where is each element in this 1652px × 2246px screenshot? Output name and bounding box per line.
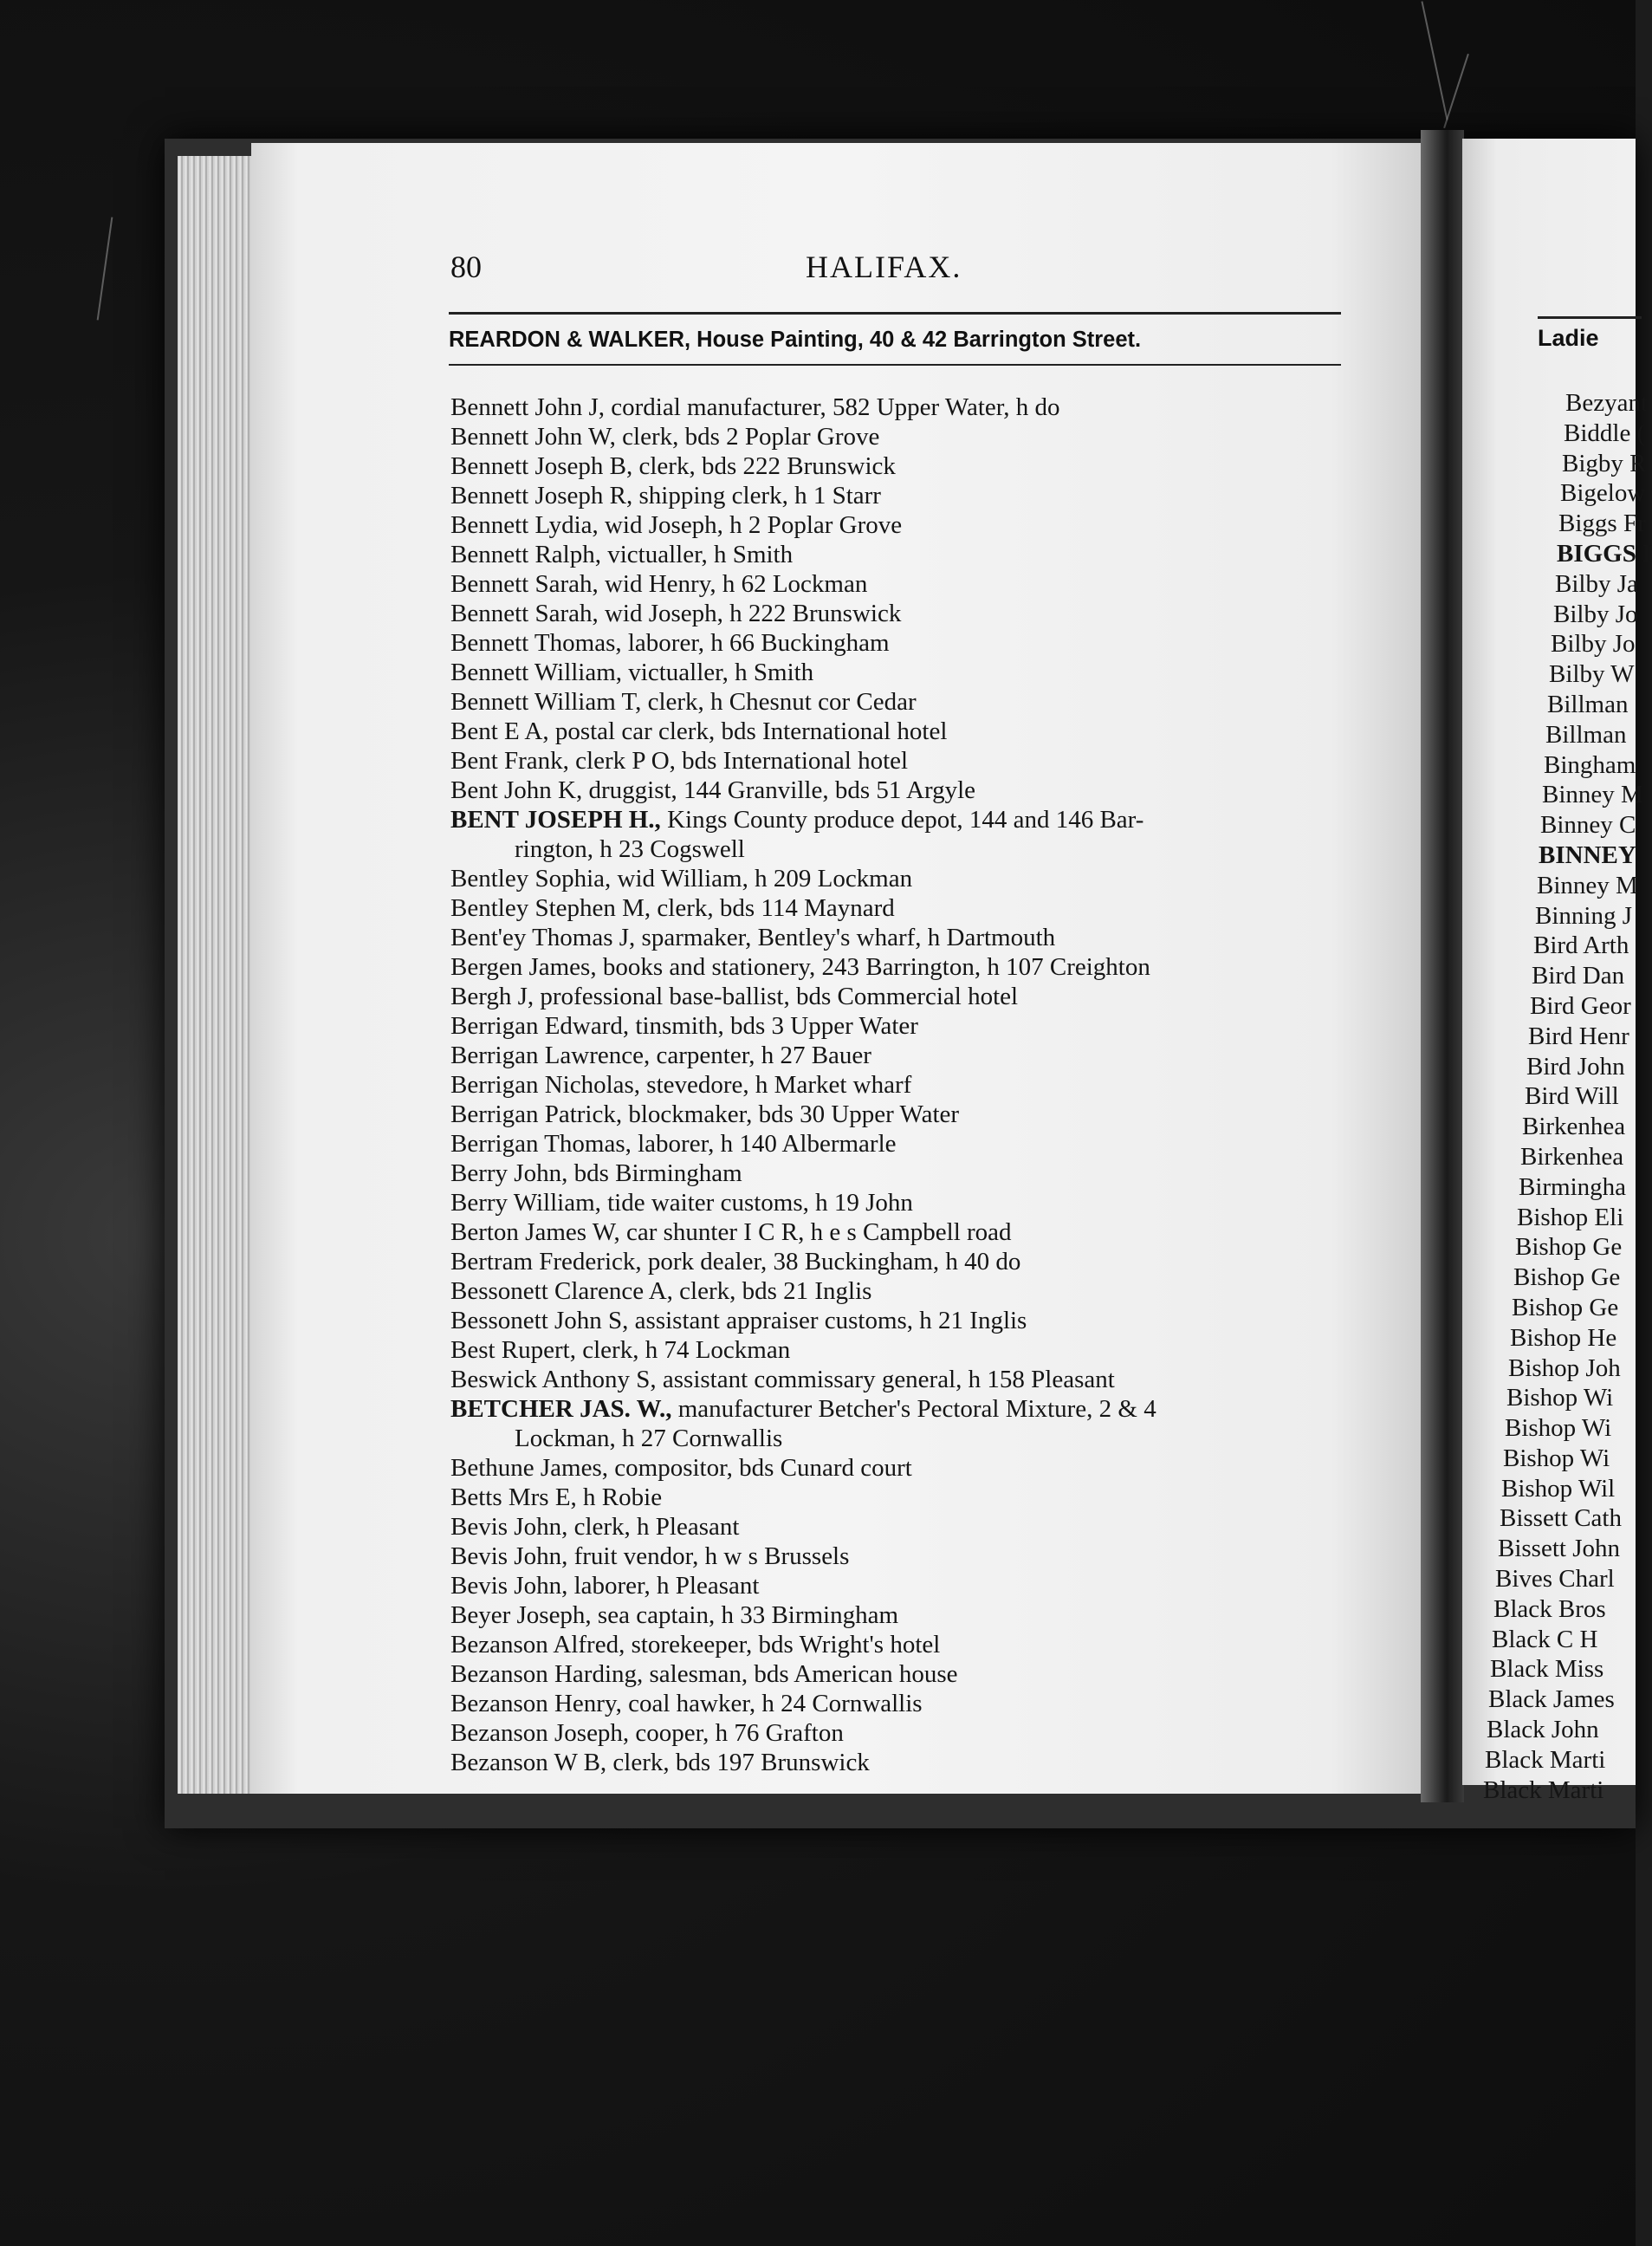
entry-text: Bertram Frederick, pork dealer, 38 Buckingham, h 40 do (450, 1248, 1021, 1276)
right-page-entry: Black Marti (1485, 1745, 1606, 1774)
right-page-entry: Bigby R (1562, 449, 1647, 477)
right-page-entry: Black Marti (1483, 1775, 1604, 1804)
entry-text: Bennett Thomas, laborer, h 66 Buckingham (450, 629, 890, 657)
directory-entry (450, 540, 1343, 569)
entry-text: Beswick Anthony S, assistant commissary general, h 158 Pleasant (450, 1366, 1115, 1393)
directory-entry (450, 1483, 1343, 1512)
right-page-header: Ladie (1538, 325, 1599, 351)
entry-text: Lockman, h 27 Cornwallis (515, 1425, 783, 1452)
right-page-entry: Black James (1488, 1685, 1615, 1714)
right-page-entry: Bilby Ja (1555, 569, 1638, 598)
book-gutter (1421, 130, 1464, 1802)
right-page-entry: Binney M (1537, 871, 1638, 899)
entry-text: manufacturer Betcher's Pectoral Mixture, 2 & 4 (671, 1395, 1156, 1423)
right-page-entry: Black Miss (1490, 1655, 1604, 1684)
right-page-entry: Binney C (1540, 811, 1636, 840)
entry-text: Bent E A, postal car clerk, bds International hotel (450, 717, 948, 745)
entry-text: Bevis John, clerk, h Pleasant (450, 1513, 740, 1541)
right-page-entry: Bishop Ge (1512, 1293, 1619, 1321)
right-page-entry: Bishop Ge (1513, 1263, 1621, 1292)
entry-text: Best Rupert, clerk, h 74 Lockman (450, 1336, 791, 1364)
right-page-entry: Bilby W (1549, 660, 1635, 689)
directory-entry (450, 1542, 1343, 1571)
entry-text: Bezanson Harding, salesman, bds American house (450, 1660, 958, 1688)
right-page-entry: Bigelow (1560, 479, 1646, 508)
entry-text: Bessonett Clarence A, clerk, bds 21 Inglis (450, 1277, 872, 1305)
entry-text: Bennett William T, clerk, h Chesnut cor Cedar (450, 688, 917, 716)
directory-entry (450, 1718, 1343, 1748)
right-page-entry: Bissett Cath (1500, 1504, 1622, 1533)
right-page-entry: Biddle ( (1564, 419, 1646, 447)
right-page-entry: Bives Charl (1495, 1565, 1615, 1594)
right-page-entry: Bishop Ge (1515, 1233, 1623, 1262)
directory-entry-continuation (450, 834, 1343, 864)
directory-entry (450, 864, 1343, 893)
entry-text: Bezanson W B, clerk, bds 197 Brunswick (450, 1749, 870, 1776)
right-page-entry: Bishop Wi (1506, 1384, 1614, 1412)
directory-entry (450, 776, 1343, 805)
directory-entry (450, 1394, 1343, 1424)
directory-entry (450, 628, 1343, 658)
right-page-entry: Black John (1487, 1716, 1599, 1744)
directory-entry (450, 717, 1343, 746)
right-page-entry: Black Bros (1493, 1594, 1606, 1623)
directory-entry (450, 893, 1343, 923)
entry-text: Bennett Sarah, wid Henry, h 62 Lockman (450, 570, 868, 598)
directory-entry (450, 1600, 1343, 1630)
directory-entry (450, 569, 1343, 599)
right-page-entry: Black C H (1492, 1625, 1598, 1653)
directory-entry (450, 1011, 1343, 1041)
directory-entry (450, 1659, 1343, 1689)
directory-entry (450, 451, 1343, 481)
entry-text: Bent John K, druggist, 144 Granville, bds 51 Argyle (450, 776, 976, 804)
right-page-entry: Bishop Wi (1503, 1444, 1610, 1472)
header-rule (449, 312, 1341, 315)
entry-text: Bezanson Henry, coal hawker, h 24 Cornwallis (450, 1690, 923, 1717)
right-page-entry: Bird Dan (1532, 962, 1625, 990)
entry-text: Kings County produce depot, 144 and 146 Bar- (660, 806, 1144, 834)
entry-text: Bergh J, professional base-ballist, bds Commercial hotel (450, 983, 1019, 1010)
directory-entry-continuation (450, 1424, 1343, 1453)
right-page-entry: Bishop He (1510, 1323, 1617, 1352)
directory-entry (450, 658, 1343, 687)
banner-rule (449, 364, 1341, 366)
right-page-entry: Bird Geor (1530, 991, 1631, 1020)
entry-text: Bent'ey Thomas J, sparmaker, Bentley's wharf, h Dartmouth (450, 924, 1056, 951)
entry-text: Bennett Lydia, wid Joseph, h 2 Poplar Grove (450, 511, 903, 539)
entry-text: Beyer Joseph, sea captain, h 33 Birmingham (450, 1601, 899, 1629)
right-page-entry: Bird John (1526, 1052, 1625, 1081)
running-title: HALIFAX. (806, 250, 962, 284)
entry-text: Bevis John, laborer, h Pleasant (450, 1572, 760, 1600)
entry-text: Bezanson Joseph, cooper, h 76 Grafton (450, 1719, 844, 1747)
right-page-entry: Billman (1547, 690, 1629, 718)
entry-text: Bergen James, books and stationery, 243 Barrington, h 107 Creighton (450, 953, 1150, 981)
right-page-entry: Bilby Jo (1553, 600, 1638, 628)
directory-entry (450, 1630, 1343, 1659)
right-page-entry: Bishop Wi (1505, 1414, 1612, 1443)
entry-text: Berrigan Patrick, blockmaker, bds 30 Upper Water (450, 1100, 960, 1128)
entry-text: Bennett John W, clerk, bds 2 Poplar Grove (450, 423, 880, 451)
entry-text: Berrigan Lawrence, carpenter, h 27 Bauer (450, 1042, 871, 1069)
directory-entry (450, 1748, 1343, 1777)
entry-text: Bennett John J, cordial manufacturer, 582 Upper Water, h do (450, 393, 1060, 421)
right-page-entry: Binning J (1535, 901, 1632, 930)
right-page-entry: Bird Will (1525, 1082, 1619, 1111)
entry-text: Berrigan Thomas, laborer, h 140 Albermarle (450, 1130, 897, 1158)
right-page-entry: Bird Henr (1528, 1022, 1629, 1050)
right-page-entry: Biggs Fr (1558, 510, 1646, 538)
entry-text: Bennett William, victualler, h Smith (450, 659, 814, 686)
right-page-entry: Birmingha (1519, 1172, 1627, 1201)
directory-entry (450, 599, 1343, 628)
directory-entry (450, 1070, 1343, 1100)
directory-entry (450, 481, 1343, 510)
directory-entry (450, 1159, 1343, 1188)
entry-text: Bennett Joseph R, shipping clerk, h 1 Starr (450, 482, 881, 510)
directory-entry (450, 1365, 1343, 1394)
directory-entry (450, 746, 1343, 776)
right-page-entry: Binney M (1542, 781, 1643, 809)
entry-text: rington, h 23 Cogswell (515, 835, 745, 863)
page-number: 80 (450, 250, 482, 284)
directory-entry (450, 1512, 1343, 1542)
directory-entry (450, 1041, 1343, 1070)
entry-text: Bessonett John S, assistant appraiser customs, h 21 Inglis (450, 1307, 1027, 1334)
entry-text: Berton James W, car shunter I C R, h e s Campbell road (450, 1218, 1012, 1246)
entry-name-bold: BETCHER JAS. W., (450, 1395, 672, 1423)
directory-entries (450, 393, 1343, 1777)
entry-text: Bennett Sarah, wid Joseph, h 222 Brunswick (450, 600, 902, 627)
right-page-entries (1483, 388, 1652, 1805)
entry-name-bold: BENT JOSEPH H., (450, 806, 661, 834)
entry-text: Bennett Ralph, victualler, h Smith (450, 541, 794, 568)
directory-entry (450, 1188, 1343, 1217)
directory-entry (450, 805, 1343, 834)
directory-entry (450, 422, 1343, 451)
directory-entry (450, 393, 1343, 422)
entry-text: Bethune James, compositor, bds Cunard court (450, 1454, 912, 1482)
entry-text: Berrigan Edward, tinsmith, bds 3 Upper Water (450, 1012, 918, 1040)
directory-entry (450, 1335, 1343, 1365)
directory-entry (450, 1100, 1343, 1129)
entry-text: Bent Frank, clerk P O, bds International hotel (450, 747, 909, 775)
directory-entry (450, 1276, 1343, 1306)
page-header (450, 249, 1343, 292)
entry-text: Bentley Sophia, wid William, h 209 Lockman (450, 865, 913, 893)
directory-entry (450, 1306, 1343, 1335)
entry-text: Berry William, tide waiter customs, h 19 John (450, 1189, 913, 1217)
right-page-entry: Birkenhea (1522, 1113, 1626, 1141)
directory-entry (450, 1453, 1343, 1483)
entry-text: Bezanson Alfred, storekeeper, bds Wright's hotel (450, 1631, 941, 1659)
right-header-rule (1538, 316, 1642, 319)
right-page-entry: BIGGS I (1557, 539, 1652, 568)
directory-entry (450, 1247, 1343, 1276)
right-page-entry: Bezyant (1565, 389, 1649, 417)
directory-entry (450, 687, 1343, 717)
right-page-entry: Bishop Joh (1508, 1353, 1621, 1382)
entry-text: Berry John, bds Birmingham (450, 1159, 742, 1187)
entry-text: Bevis John, fruit vendor, h w s Brussels (450, 1542, 850, 1570)
right-page-entry: Bissett John (1498, 1535, 1620, 1563)
directory-entry (450, 982, 1343, 1011)
right-page-entry: Bishop Eli (1517, 1203, 1624, 1231)
directory-entry (450, 1217, 1343, 1247)
entry-text: Bentley Stephen M, clerk, bds 114 Maynard (450, 894, 895, 922)
entry-text: Betts Mrs E, h Robie (450, 1483, 663, 1511)
right-page-entry: Bilby Jo (1551, 630, 1636, 659)
directory-entry (450, 510, 1343, 540)
right-page-entry: Bingham (1544, 750, 1636, 779)
directory-entry (450, 1129, 1343, 1159)
right-page-entry: Bird Arth (1533, 932, 1629, 960)
entry-text: Berrigan Nicholas, stevedore, h Market wharf (450, 1071, 912, 1099)
directory-entry (450, 1571, 1343, 1600)
directory-entry (450, 952, 1343, 982)
right-page-entry: Billman (1545, 720, 1627, 749)
directory-entry (450, 1689, 1343, 1718)
advertisement-banner: REARDON & WALKER, House Painting, 40 & 42 Barrington Street. (449, 328, 1142, 352)
right-page-entry: Birkenhea (1520, 1142, 1624, 1171)
entry-text: Bennett Joseph B, clerk, bds 222 Brunswick (450, 452, 896, 480)
directory-entry (450, 923, 1343, 952)
right-page-entry: BINNEY (1539, 841, 1636, 869)
right-page-entry: Bishop Wil (1501, 1474, 1616, 1503)
